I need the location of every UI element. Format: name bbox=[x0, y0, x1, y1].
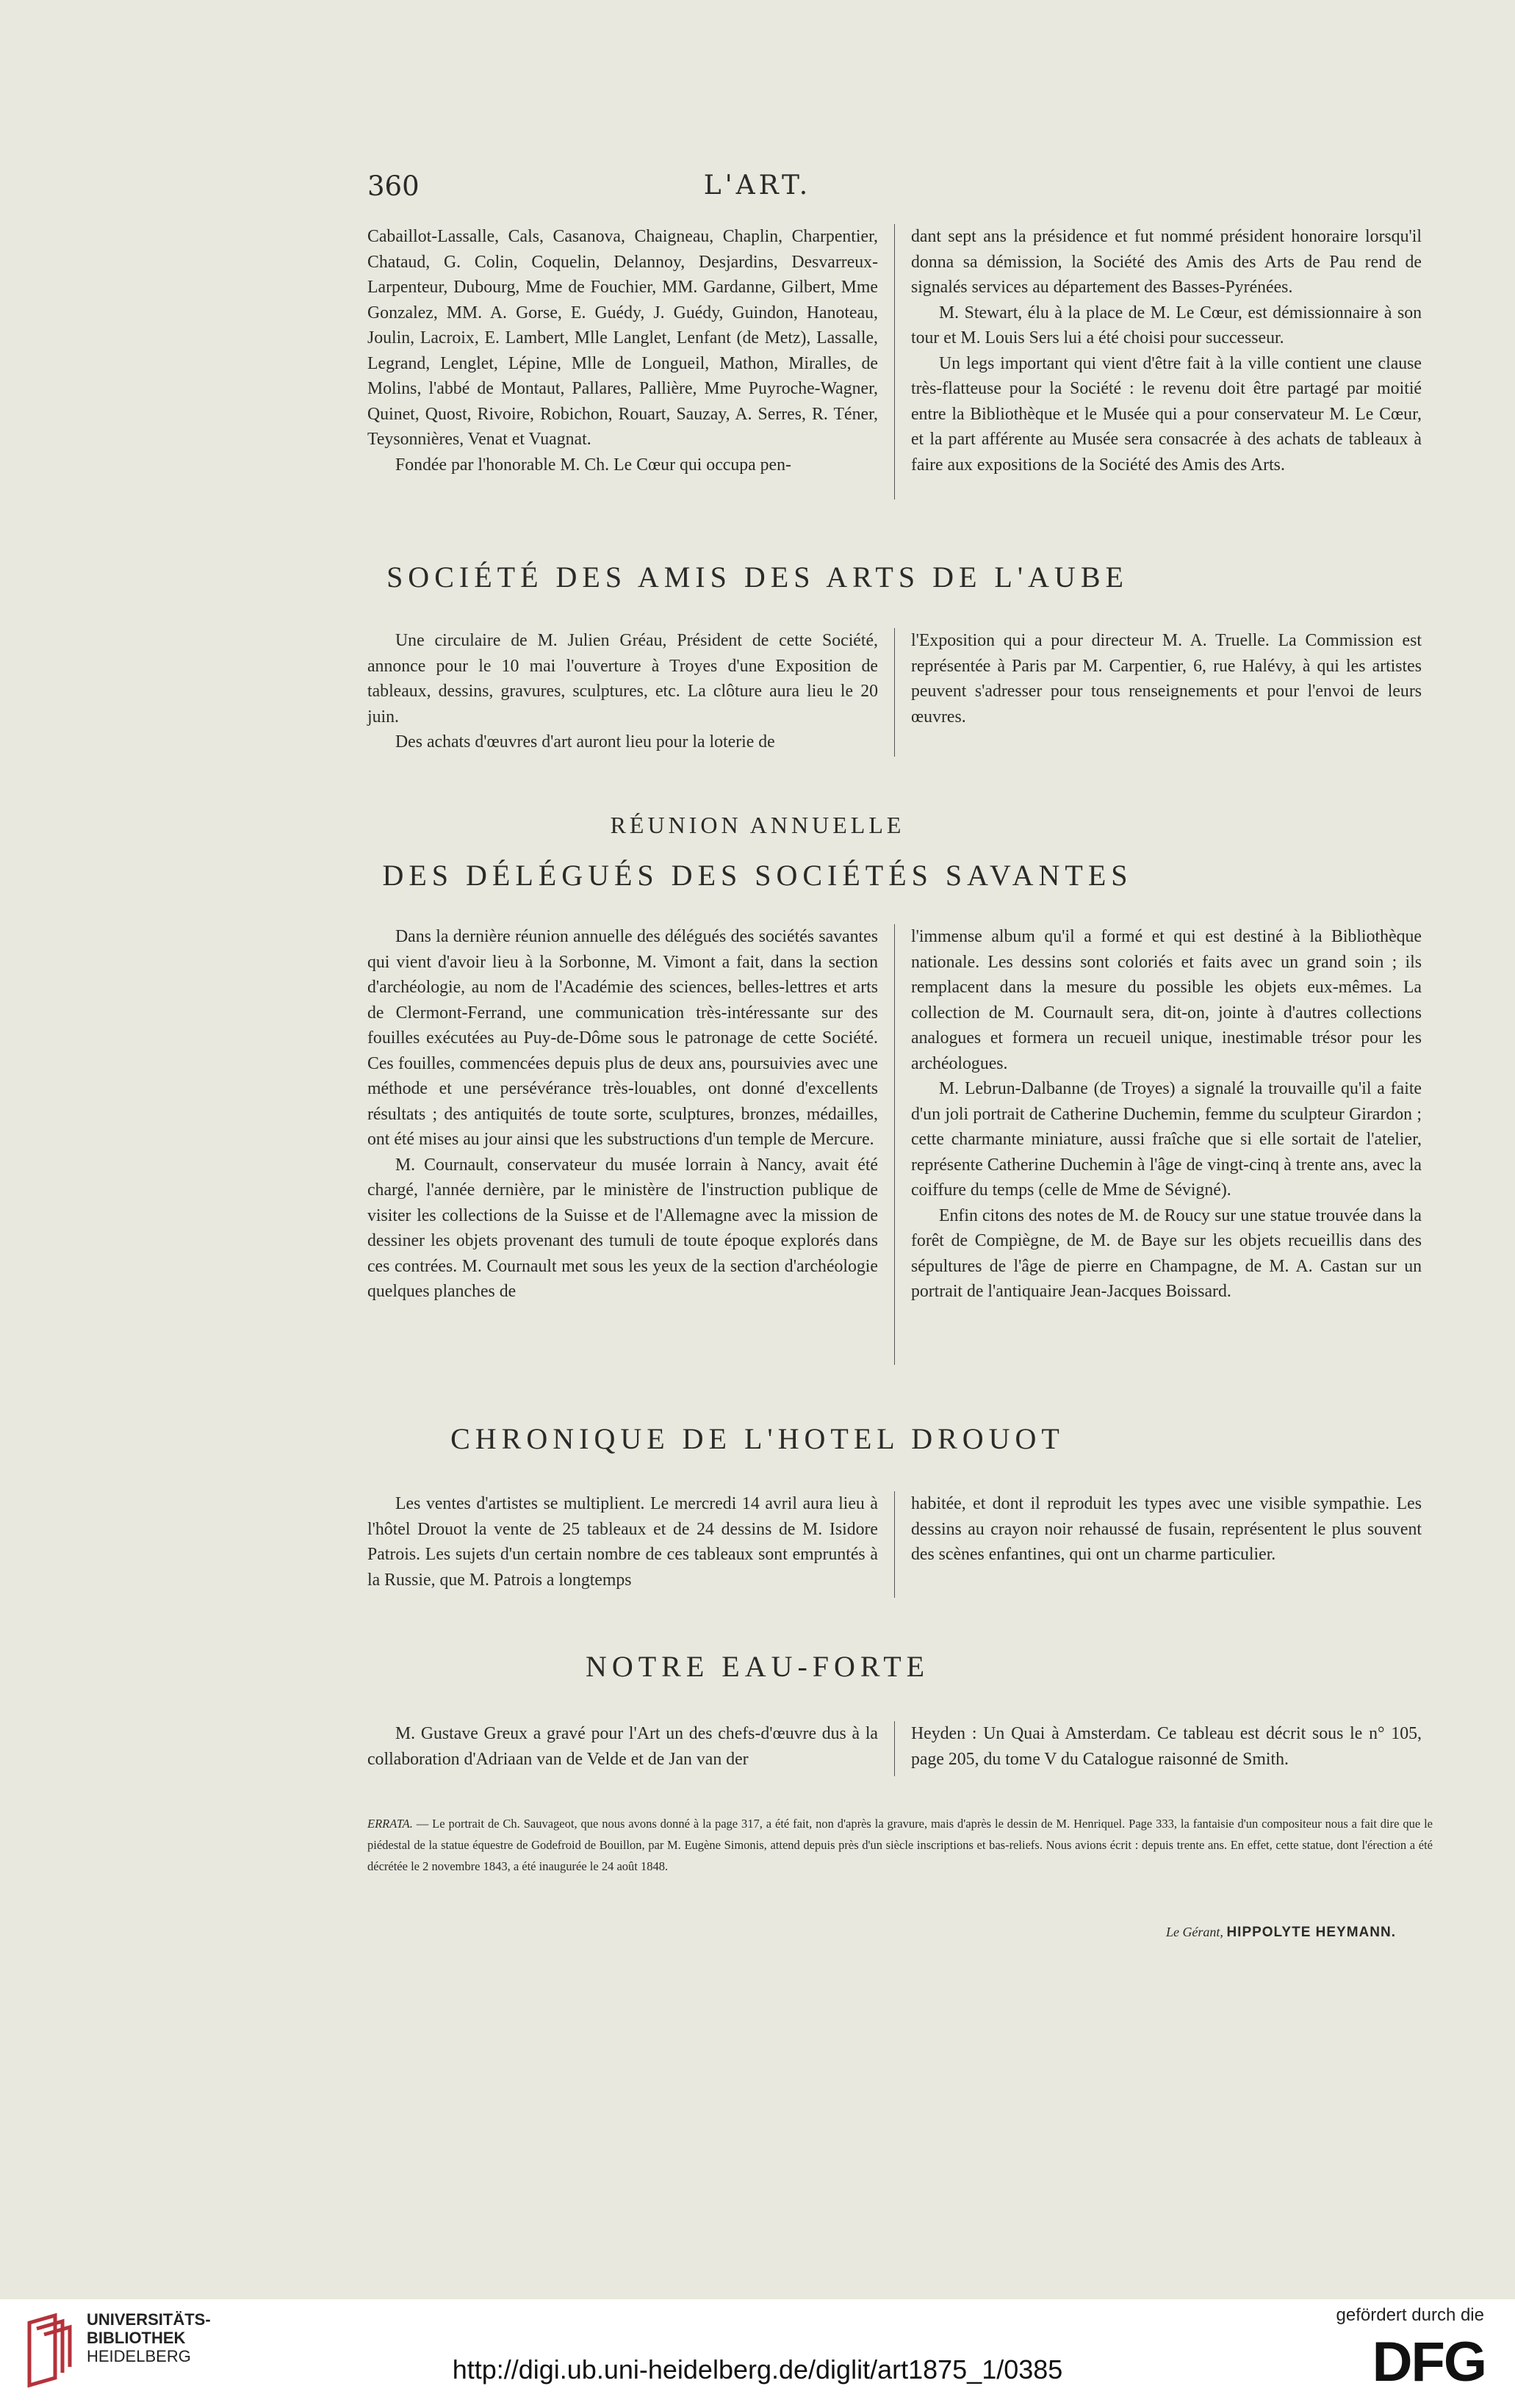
page-header bbox=[0, 170, 1515, 215]
paragraph: Dans la dernière réunion annuelle des délégués des sociétés savantes qui vient d'avoir lieu à la Sorbonne, M. Vimont a fait, dans la section d'archéologie, au nom de l'Académie des sciences, belles-lettres et arts de Clermont-Ferrand, une communication très-intéressante sur des fouilles exécutées au Puy-de-Dôme sous le patronage de cette Société. Ces fouilles, commencées depuis plus de deux ans, poursuivies avec une méthode et une persévérance très-louables, ont donné d'excellents résultats ; des antiquités de toute sorte, sculptures, bronzes, médailles, ont été mises au jour ainsi que les substructions d'un temple de Mercure. bbox=[367, 927, 878, 1149]
paragraph: Enfin citons des notes de M. de Roucy sur une statue trouvée dans la forêt de Compiègne, de M. de Baye sur les objets recueillis dans des sépultures de l'âge de pierre en Champagne, de M. A. Castan sur un portrait de l'antiquaire Jean-Jacques Boissard. bbox=[911, 1205, 1422, 1301]
column-rule bbox=[894, 628, 895, 757]
left-column bbox=[367, 224, 878, 477]
paragraph: Heyden : Un Quai à Amsterdam. Ce tableau est décrit sous le n° 105, page 205, du tome V du Catalogue raisonné de Smith. bbox=[911, 1724, 1422, 1769]
section-drouot-columns bbox=[367, 1491, 1433, 1601]
section-societes-columns bbox=[367, 924, 1433, 1372]
viewer-footer bbox=[0, 2299, 1515, 2408]
section-heading-delegues: DES DÉLÉGUÉS DES SOCIÉTÉS SAVANTES bbox=[382, 859, 1133, 892]
section-aube-columns bbox=[367, 628, 1433, 760]
paragraph: M. Stewart, élu à la place de M. Le Cœur, est démissionnaire à son tour et M. Louis Sers lui a été choisi pour successeur. bbox=[911, 303, 1422, 347]
paragraph: l'immense album qu'il a formé et qui est destiné à la Bibliothèque nationale. Les dessins sont coloriés et faits avec un grand soin ; ils remplacent dans la mesure du possible les objets eux-mêmes. La collection de M. Cournault sera, dit-on, jointe à d'autres collections analogues et formera un recueil unique, inestimable trésor pour les archéologues. bbox=[911, 927, 1422, 1073]
running-title: L'ART. bbox=[703, 170, 812, 201]
column-rule bbox=[894, 1721, 895, 1776]
library-name-line: HEIDELBERG bbox=[87, 2347, 191, 2365]
paragraph: M. Cournault, conservateur du musée lorrain à Nancy, avait été chargé, l'année dernière, par le ministère de l'instruction publique de visiter les collections de la Suisse et de l'Allemagne avec la mission de dessiner les objets provenant des tumuli de toute époque explorés dans ces contrées. M. Cournault met sous les yeux de la section d'archéologie quelques planches de bbox=[367, 1155, 878, 1301]
dfg-logo[interactable]: DFG bbox=[1372, 2331, 1486, 2393]
right-column bbox=[911, 1491, 1422, 1568]
gerant-name: HIPPOLYTE HEYMANN. bbox=[1226, 1925, 1396, 1940]
paragraph: l'Exposition qui a pour directeur M. A. Truelle. La Commission est représentée à Paris par M. Carpentier, 6, rue Halévy, à qui les artistes peuvent s'adresser pour tous renseignements et pour l'envoi de leurs œuvres. bbox=[911, 631, 1422, 727]
column-rule bbox=[894, 924, 895, 1365]
paragraph: dant sept ans la présidence et fut nommé président honoraire lorsqu'il donna sa démission, la Société des Amis des Arts de Pau rend de signalés services au département des Basses-Pyrénées. bbox=[911, 227, 1422, 297]
section-heading-eau-forte: NOTRE EAU-FORTE bbox=[585, 1650, 930, 1683]
gerant-label: Le Gérant, bbox=[1165, 1925, 1223, 1939]
right-column bbox=[911, 924, 1422, 1305]
section-heading-reunion: RÉUNION ANNUELLE bbox=[610, 812, 905, 838]
paragraph: Cabaillot-Lassalle, Cals, Casanova, Chaigneau, Chaplin, Charpentier, Chataud, G. Colin, Coquelin, Delannoy, Desjardins, Desvarreux-Larpenteur, Dubourg, Mme de Fouchier, MM. Gardanne, Gilbert, Mme Gonzalez, MM. A. Gorse, E. Guédy, J. Guédy, Guindon, Hanoteau, Joulin, Lacroix, E. Lambert, Mlle Langlet, Lenfant (de Metz), Lassalle, Legrand, Lenglet, Lépine, Mlle de Longueil, Mathon, Miralles, de Molins, l'abbé de Montaut, Pallares, Pallière, Mme Puyroche-Wagner, Quinet, Quost, Rivoire, Robichon, Rouart, Sauzay, A. Serres, R. Téner, Teysonnières, Venat et Vuagnat. bbox=[367, 227, 878, 449]
left-column bbox=[367, 1491, 878, 1593]
paragraph: Une circulaire de M. Julien Gréau, Président de cette Société, annonce pour le 10 mai l'ouverture à Troyes d'une Exposition de tableaux, dessins, gravures, sculptures, etc. La clôture aura lieu le 20 juin. bbox=[367, 631, 878, 727]
section-heading-drouot: CHRONIQUE DE L'HOTEL DROUOT bbox=[450, 1422, 1065, 1455]
funded-by-label: gefördert durch die bbox=[1336, 2305, 1484, 2325]
right-column bbox=[911, 628, 1422, 729]
paragraph: Des achats d'œuvres d'art auront lieu pour la loterie de bbox=[395, 732, 775, 751]
section-pau-columns bbox=[367, 224, 1433, 503]
errata-label: ERRATA. bbox=[367, 1817, 413, 1831]
errata-note bbox=[367, 1813, 1433, 1877]
column-rule bbox=[894, 224, 895, 500]
page-number: 360 bbox=[367, 170, 420, 202]
paragraph: habitée, et dont il reproduit les types avec une visible sympathie. Les dessins au crayon noir rehaussé de fusain, représentent le plus souvent des scènes enfantines, qui ont un charme particulier. bbox=[911, 1494, 1422, 1564]
paragraph: Fondée par l'honorable M. Ch. Le Cœur qui occupa pen- bbox=[395, 455, 791, 475]
right-column bbox=[911, 224, 1422, 477]
permalink-url[interactable]: http://digi.ub.uni-heidelberg.de/diglit/art1875_1/0385 bbox=[452, 2354, 1063, 2384]
library-name-line: BIBLIOTHEK bbox=[87, 2329, 186, 2347]
section-heading-aube: SOCIÉTÉ DES AMIS DES ARTS DE L'AUBE bbox=[386, 560, 1129, 594]
section-eau-forte-columns bbox=[367, 1721, 1433, 1780]
left-column bbox=[367, 628, 878, 755]
errata-text: — Le portrait de Ch. Sauvageot, que nous avons donné à la page 317, a été fait, non d'après la gravure, mais d'après le dessin de M. Henriquel. Page 333, la fantaisie d'un compositeur nous a fait dire que le piédestal de la statue équestre de Godefroid de Bouillon, par M. Eugène Simonis, attend depuis près d'un siècle inscriptions et bas-reliefs. Nous avions écrit : depuis trente ans. En effet, cette statue, dont l'érection a été décrétée le 2 novembre 1843, a été inaugurée le 24 août 1848. bbox=[367, 1817, 1433, 1873]
left-column bbox=[367, 924, 878, 1305]
paragraph: M. Lebrun-Dalbanne (de Troyes) a signalé la trouvaille qu'il a faite d'un joli portrait de Catherine Duchemin, femme du sculpteur Girardon ; cette charmante miniature, aussi fraîche que si elle sortait de l'atelier, représente Catherine Duchemin à l'âge de vingt-cinq à trente ans, avec la coiffure du temps (celle de Mme de Sévigné). bbox=[911, 1079, 1422, 1200]
column-rule bbox=[894, 1491, 895, 1598]
left-column bbox=[367, 1721, 878, 1772]
right-column bbox=[911, 1721, 1422, 1772]
paragraph: M. Gustave Greux a gravé pour l'Art un des chefs-d'œuvre dus à la collaboration d'Adriaan van de Velde et de Jan van der bbox=[367, 1724, 878, 1769]
gerant-signature bbox=[1029, 1925, 1396, 1941]
paragraph: Un legs important qui vient d'être fait à la ville contient une clause très-flatteuse pour la Société : le revenu doit être partagé par moitié entre la Bibliothèque et le Musée qui a pour conservateur M. Le Cœur, et la part afférente au Musée sera consacrée à des achats de tableaux à faire aux expositions de la Société des Amis des Arts. bbox=[911, 353, 1422, 475]
paragraph: Les ventes d'artistes se multiplient. Le mercredi 14 avril aura lieu à l'hôtel Drouot la vente de 25 tableaux et de 24 dessins de M. Isidore Patrois. Les sujets d'un certain nombre de ces tableaux sont empruntés à la Russie, que M. Patrois a longtemps bbox=[367, 1494, 878, 1590]
library-name-line: UNIVERSITÄTS- bbox=[87, 2310, 211, 2329]
